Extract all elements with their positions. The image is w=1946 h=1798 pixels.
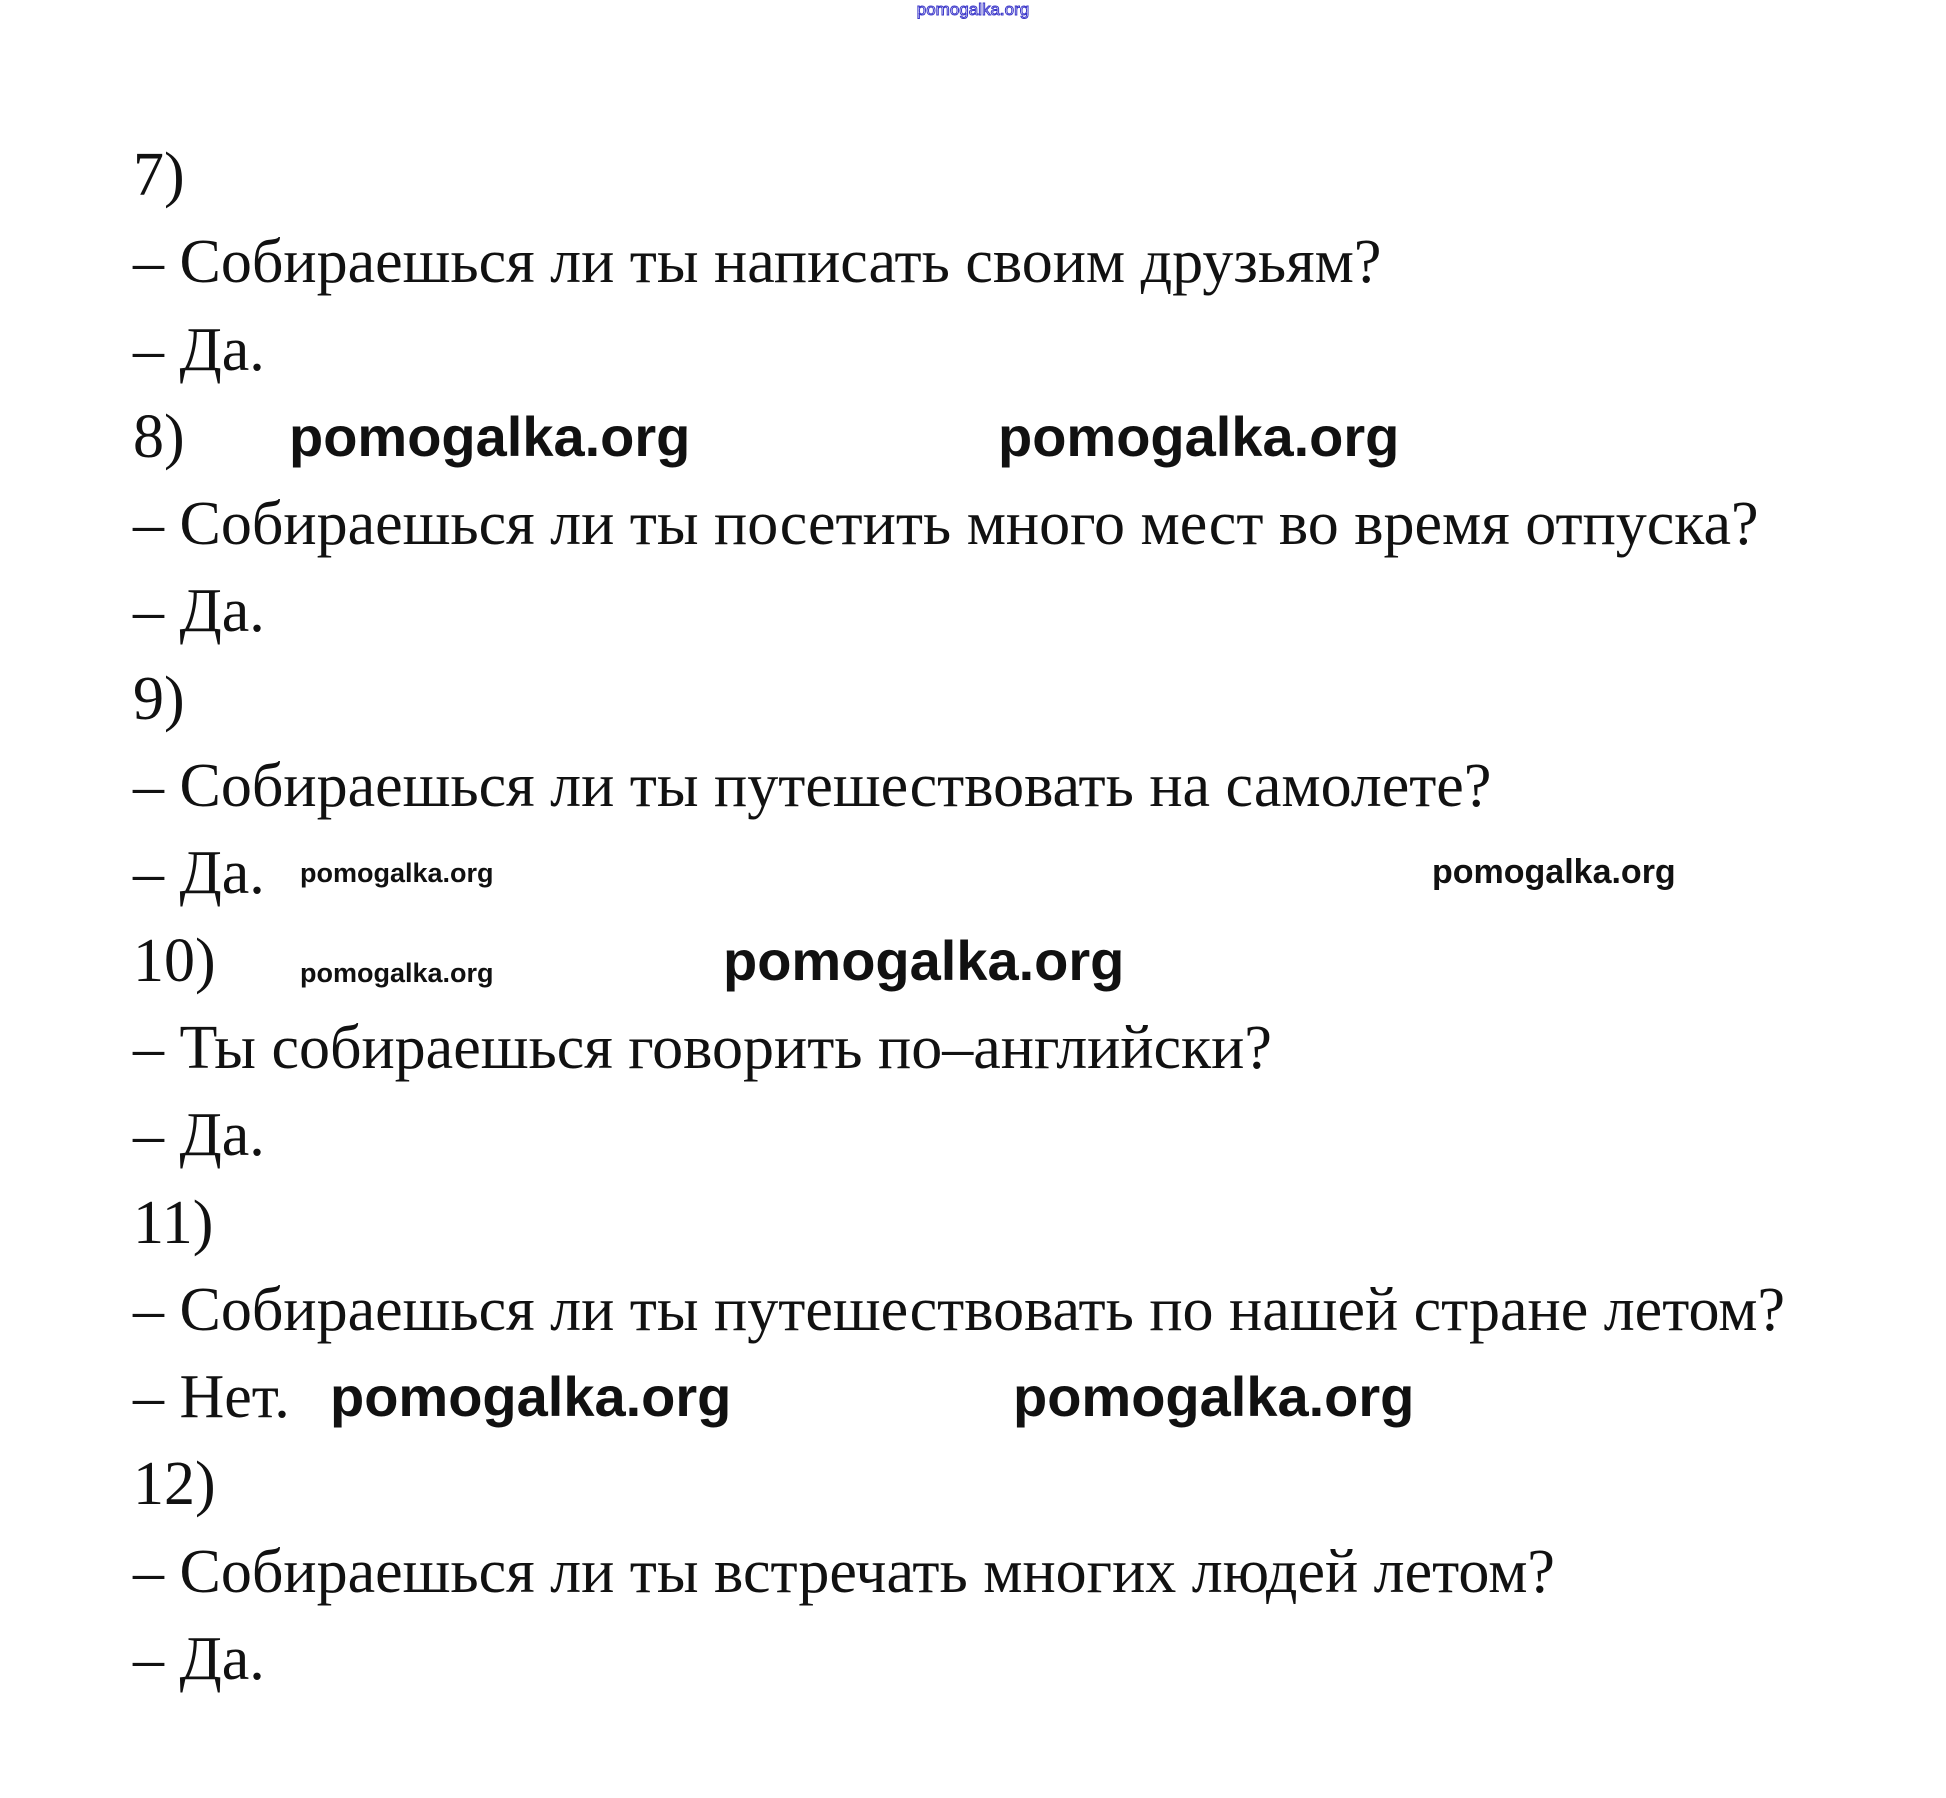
item-question: – Собираешься ли ты путешествовать по нашей стране летом? xyxy=(133,1275,1786,1344)
item-number: 7) xyxy=(133,141,185,209)
watermark-top: pomogalka.org xyxy=(916,0,1030,19)
watermark: pomogalka.org xyxy=(300,958,494,988)
item-number: 9) xyxy=(133,664,185,733)
item-answer: – Да. xyxy=(133,1101,265,1170)
exercise-item xyxy=(133,132,1785,394)
item-answer: – Да. xyxy=(133,315,265,384)
item-answer: – Да. xyxy=(133,577,265,646)
watermark: pomogalka.org xyxy=(300,858,494,888)
item-answer: – Нет. xyxy=(133,1363,290,1432)
item-question: – Собираешься ли ты путешествовать на самолете? xyxy=(133,752,1492,821)
item-number: 11) xyxy=(133,1188,214,1257)
item-answer: – Да. xyxy=(133,839,265,908)
item-question: – Собираешься ли ты написать своим друзьям? xyxy=(133,228,1382,297)
item-number: 12) xyxy=(133,1450,216,1519)
item-question: – Собираешься ли ты встречать многих людей летом? xyxy=(133,1537,1555,1606)
item-number: 10) xyxy=(133,926,216,995)
item-number: 8) xyxy=(133,402,185,471)
watermark: pomogalka.org xyxy=(998,405,1400,468)
watermark: pomogalka.org xyxy=(723,929,1125,992)
item-answer: – Да. xyxy=(133,1625,265,1694)
watermark: pomogalka.org xyxy=(330,1365,732,1428)
watermark: pomogalka.org xyxy=(1432,853,1676,891)
exercise-item xyxy=(133,1441,1785,1703)
item-question: – Собираешься ли ты посетить много мест во время отпуска? xyxy=(133,490,1759,559)
document-body xyxy=(133,132,1785,1703)
item-question: – Ты собираешься говорить по–английски? xyxy=(133,1013,1272,1082)
watermark: pomogalka.org xyxy=(1013,1365,1415,1428)
watermark: pomogalka.org xyxy=(289,405,691,468)
